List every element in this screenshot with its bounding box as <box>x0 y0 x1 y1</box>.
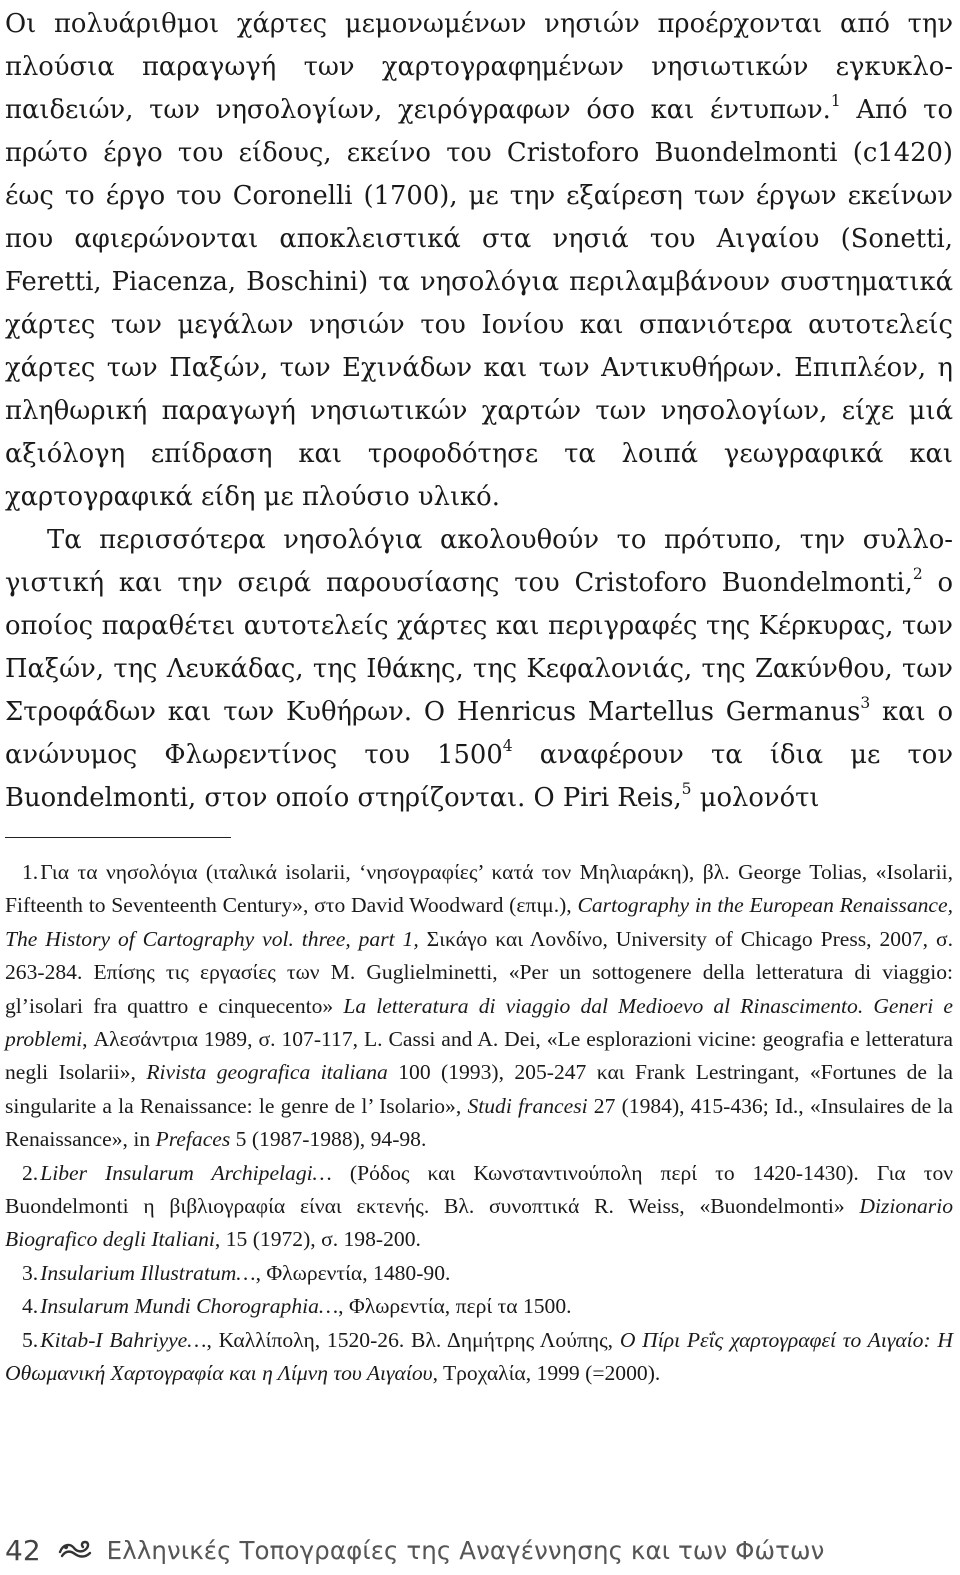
italic-title: Kitab-I Bahriyye… <box>40 1327 207 1352</box>
italic-title: Prefaces <box>155 1127 231 1152</box>
text-run: Σικάγο και Λονδίνο, University of Chicago Press, 2007, σ. 263-284. Επίσης τις εργασίες των M. Guglielminetti, «Per un sottogenere della letteratura di viaggio: gl’isolari fra quattro e cinquecento» <box>5 926 953 1018</box>
italic-title: Dizionario Biografico degli Italiani <box>5 1194 953 1252</box>
italic-title: Rivista geografica italiana <box>146 1060 388 1085</box>
text-run: , Καλλίπολη, 1520-26. Βλ. Δημήτρης Λούπης, <box>206 1327 620 1352</box>
footnote <box>5 856 953 1157</box>
footnote-number: 4. <box>22 1294 39 1319</box>
text-run: 27 (1984), 415-436; Id., «Insulaires de la Renaissance», in <box>5 1093 953 1152</box>
footnotes <box>5 856 953 1391</box>
italic-title: Insularum Mundi Chorographia… <box>40 1294 339 1319</box>
footnote-reference: 5 <box>681 780 692 799</box>
footnote-reference: 3 <box>860 694 871 713</box>
footnote <box>5 1157 953 1257</box>
text-run: (Ρόδος και Κωνσταντινούπολη περί το 1420-1430). Για τον Buondelmonti η βιβλιογραφία είναι εκτενής. Βλ. συνοπτικά R. Weiss, «Buondelmonti» <box>5 1160 954 1219</box>
italic-title: La letteratura di viaggio dal Medioevo al Rinascimento. Generi e problemi <box>5 993 953 1052</box>
footnote-reference: 1 <box>830 92 841 111</box>
text-run: και ο ανώνυμος Φλωρεντίνος του 1500 <box>5 697 953 770</box>
fleuron-ornament-icon <box>57 1538 93 1562</box>
main-text <box>5 3 953 820</box>
text-run: 100 (1993), 205-247 και Frank Lestringant, «Fortunes de la singularite a la Renaissance: le genre de l’ Isolario», <box>5 1060 953 1118</box>
footnote-separator <box>5 837 231 838</box>
text-run: , Φλωρεντία, περί τα 1500. <box>338 1294 572 1319</box>
body-paragraph <box>5 519 953 820</box>
text-run: 5 (1987-1988), 94-98. <box>230 1127 427 1152</box>
text-run: , Αλεσάντρια 1989, σ. 107-117, L. Cassi and A. Dei, «Le esplorazioni vicine: geografia e letteratura negli Isolarii», <box>5 1027 953 1085</box>
footnote-number: 3. <box>22 1260 39 1285</box>
italic-title: Insularium Illustratum… <box>40 1260 256 1285</box>
italic-title: Liber Insularum Archipelagi… <box>40 1160 332 1185</box>
text-run: αναφέρουν τα ίδια με τον Buondelmonti, στον οποίο στηρίζονται. Ο Piri Reis, <box>5 740 953 813</box>
text-run: , Φλωρεντία, 1480-90. <box>255 1260 451 1285</box>
footnote-number: 5. <box>22 1327 39 1352</box>
text-run: , 15 (1972), σ. 198-200. <box>214 1227 421 1252</box>
italic-title: Cartography in the European Renaissance, The History of Cartography vol. three, part 1, <box>5 893 954 951</box>
body-paragraph <box>5 3 953 519</box>
text-run: ο οποίος παραθέτει αυτοτελείς χάρτες και περιγραφές της Κέρκυρας, των Παξών, της Λευκάδας, της Ιθάκης, της Κεφαλονιάς, της Ζακύνθου, των Στροφάδων και των Κυθήρων. Ο Henricus Martellus Germanus <box>5 568 954 727</box>
footnote <box>5 1257 953 1290</box>
text-run: Τα περισσότερα νησολόγια ακολουθούν το πρότυπο, την συλλογιστική και την σειρά παρουσίασης του Cristoforo Buondelmonti, <box>5 525 953 598</box>
text-run: , Τροχαλία, 1999 (=2000). <box>432 1361 661 1386</box>
running-title: Ελληνικές Τοπογραφίες της Αναγέννησης και των Φώτων <box>106 1535 825 1565</box>
text-run: μολονότι <box>691 783 820 813</box>
text-run: Για τα νησολόγια (ιταλικά isolarii, ‘νησογραφίες’ κατά τον Μηλιαράκη), βλ. George Tolias, «Isolarii, Fifteenth to Seventeenth Century», στο David Woodward (επιμ.), <box>5 860 953 918</box>
italic-title: Studi francesi <box>467 1093 588 1118</box>
text-run: Οι πολυάριθμοι χάρτες μεμονωμένων νησιών προέρχονται από την πλούσια παραγωγή των χαρτογραφημένων νησιωτικών εγκυκλοπαιδειών, των νησολογίων, χειρόγραφων όσο και έντυπων. <box>5 9 953 125</box>
page-footer <box>5 1528 824 1572</box>
footnote-number: 1. <box>22 860 39 884</box>
footnote <box>5 1290 953 1323</box>
footnote <box>5 1324 953 1391</box>
footnote-reference: 4 <box>502 737 513 756</box>
italic-title: Ο Πίρι Ρεΐς χαρτογραφεί το Αιγαίο: Η Οθωμανική Χαρτογραφία και η Λίμνη του Αιγαίου <box>5 1327 954 1386</box>
text-run: Από το πρώτο έργο του είδους, εκείνο του Cristoforo Buondelmonti (c1420) έως το έργο του Coronelli (1700), με την εξαίρεση των έργων εκείνων που αφιερώνονται αποκλειστικά στα νησιά του Αιγαίου (Sonetti, Feretti, Piacenza, Boschini) τα νησολόγια περιλαμβάνουν συστηματικά χάρτες των μεγάλων νησιών του Ιονίου και σπανιότερα αυτοτελείς χάρτες των Παξών, των Εχινάδων και των Αντικυθήρων. Επιπλέον, η πληθωρική παραγωγή νησιωτικών χαρτών των νησολογίων, είχε μιά αξιόλογη επίδραση και τροφοδότησε τα λοιπά γεωγραφικά και χαρτογραφικά είδη με πλούσιο υλικό. <box>5 95 953 512</box>
footnote-number: 2. <box>22 1160 39 1185</box>
footnote-reference: 2 <box>912 565 923 584</box>
page-number: 42 <box>5 1533 41 1567</box>
